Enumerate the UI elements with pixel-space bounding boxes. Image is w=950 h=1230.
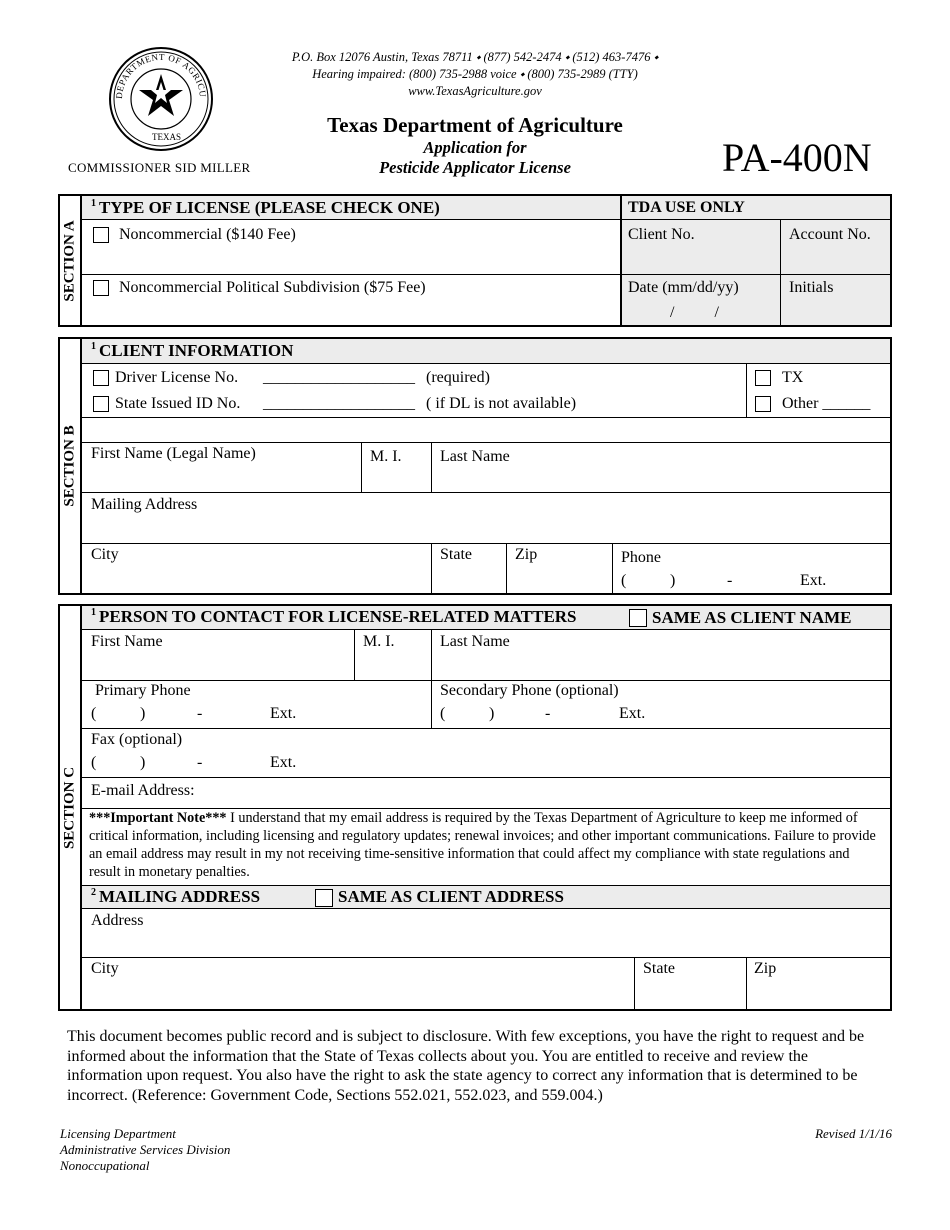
same-as-client-address-checkbox[interactable]: [315, 889, 333, 907]
commissioner-name: COMMISSIONER SID MILLER: [68, 160, 251, 175]
footer-line-2: Administrative Services Division: [60, 1142, 231, 1157]
client-mi-label: M. I.: [370, 448, 402, 465]
client-city-label: City: [91, 546, 119, 563]
section-c: [58, 604, 892, 1011]
same-as-client-name-checkbox[interactable]: [629, 609, 647, 627]
agency-name: Texas Department of Agriculture: [327, 113, 623, 137]
client-phone-dash: -: [727, 572, 733, 589]
client-mailing-address-label: Mailing Address: [91, 496, 198, 513]
footer-line-1: Licensing Department: [60, 1126, 176, 1141]
form-subtitle-1: Application for: [423, 138, 527, 157]
important-note-text: I understand that my email address is required by the Texas Department of Agriculture to keep me informed of critical information, including licensing and regulatory updates; renewal invoices; and other important communications. Failure to provide an email address may result in my not receiving time-sensitive information that could affect my compliance with state regulations and result in monetary penalties.: [89, 810, 876, 880]
footer-line-3: Nonoccupational: [60, 1158, 150, 1173]
secondary-phone-paren-close: ): [489, 705, 495, 722]
revision-date: Revised 1/1/16: [815, 1126, 892, 1141]
tda-use-only-title: TDA USE ONLY: [628, 199, 745, 216]
state-id-label: State Issued ID No.: [115, 395, 241, 412]
section-a-label-bar: [60, 196, 82, 325]
contact-line-1: P.O. Box 12076 Austin, Texas 78711 ⬩ (877) 542-2474 ⬩ (512) 463-7476 ⬩: [291, 50, 659, 64]
account-no-label: Account No.: [789, 226, 871, 243]
noncommercial-checkbox[interactable]: [93, 227, 109, 243]
mailing-address-title: [91, 888, 260, 906]
noncommercial-label: Noncommercial ($140 Fee): [119, 226, 296, 243]
date-label: Date (mm/dd/yy): [628, 279, 739, 296]
email-label: E-mail Address:: [91, 782, 195, 799]
form-subtitle-2: Pesticide Applicator License: [379, 158, 571, 177]
client-zip-label: Zip: [515, 546, 538, 563]
tx-checkbox[interactable]: [755, 370, 771, 386]
contact-person-title-text: PERSON TO CONTACT FOR LICENSE-RELATED MATTERS: [99, 607, 577, 626]
client-first-name-label: First Name (Legal Name): [91, 445, 256, 462]
contact-info: [240, 49, 710, 100]
state-id-checkbox[interactable]: [93, 396, 109, 412]
client-phone-paren-open: (: [621, 572, 627, 589]
public-record-disclosure: This document becomes public record and is subject to disclosure. With few exceptions, you have the right to request and be informed about the information that the State of Texas collects about you. You are entitled to receive and review the information upon request. You also have the right to ask the state agency to correct any information that is determined to be incorrect. (Reference: Government Code, Sections 552.021, 552.023, and 559.004.): [67, 1028, 865, 1104]
fax-ext: Ext.: [270, 754, 297, 771]
footer-department: [60, 1126, 230, 1174]
client-phone-paren-close: ): [670, 572, 676, 589]
contact-address-label: Address: [91, 912, 144, 929]
section-c-num2: 2: [91, 887, 96, 898]
contact-line-2: Hearing impaired: (800) 735-2988 voice ⬩ (800) 735-2989 (TTY): [312, 67, 638, 81]
important-note-heading: ***Important Note***: [89, 810, 227, 826]
client-state-label: State: [440, 546, 472, 563]
same-as-client-address-label: SAME AS CLIENT ADDRESS: [338, 887, 564, 906]
primary-phone-dash: -: [197, 705, 203, 722]
primary-phone-ext: Ext.: [270, 705, 297, 722]
client-phone-label: Phone: [621, 549, 661, 566]
fax-label: Fax (optional): [91, 731, 183, 748]
secondary-phone-label: Secondary Phone (optional): [440, 682, 619, 699]
agency-title-block: [250, 112, 700, 178]
fax-paren-open: (: [91, 754, 97, 771]
client-info-title-text: CLIENT INFORMATION: [99, 341, 294, 360]
secondary-phone-paren-open: (: [440, 705, 446, 722]
mailing-address-title-text: MAILING ADDRESS: [99, 887, 261, 906]
section-c-label-bar: [60, 606, 82, 1009]
contact-person-title: [91, 608, 577, 626]
political-subdivision-label: Noncommercial Political Subdivision ($75 Fee): [119, 279, 426, 296]
section-b-num: 1: [91, 341, 96, 352]
license-type-title-text: TYPE OF LICENSE (PLEASE CHECK ONE): [99, 198, 440, 217]
secondary-phone-ext: Ext.: [619, 705, 646, 722]
section-c-num: 1: [91, 607, 96, 618]
tda-seal-logo: [108, 46, 214, 152]
client-info-title: [91, 342, 293, 360]
section-c-label: SECTION C: [61, 766, 78, 849]
fax-paren-close: ): [140, 754, 146, 771]
date-slashes: / /: [670, 304, 719, 321]
section-b-label-bar: [60, 339, 82, 593]
contact-state-label: State: [643, 960, 675, 977]
svg-text:DEPARTMENT OF AGRICULTURE: DEPARTMENT OF AGRICU: [113, 51, 209, 100]
section-a-num: 1: [91, 198, 96, 209]
website: www.TexasAgriculture.gov: [408, 84, 542, 98]
section-a: [58, 194, 892, 327]
state-id-note: ( if DL is not available): [426, 395, 577, 412]
primary-phone-label: Primary Phone: [95, 682, 191, 699]
secondary-phone-dash: -: [545, 705, 551, 722]
contact-first-name-label: First Name: [91, 633, 163, 650]
other-state-label: Other ______: [782, 395, 871, 412]
contact-zip-label: Zip: [754, 960, 777, 977]
initials-label: Initials: [789, 279, 834, 296]
same-as-client-name-label: SAME AS CLIENT NAME: [652, 608, 852, 627]
section-b-label: SECTION B: [61, 425, 78, 507]
fax-dash: -: [197, 754, 203, 771]
form-number: PA-400N: [722, 135, 872, 180]
driver-license-input[interactable]: ___________________: [263, 369, 415, 386]
other-state-checkbox[interactable]: [755, 396, 771, 412]
client-phone-ext: Ext.: [800, 572, 827, 589]
state-id-input[interactable]: ___________________: [263, 395, 415, 412]
contact-mi-label: M. I.: [363, 633, 395, 650]
svg-text:TEXAS: TEXAS: [152, 132, 181, 142]
client-last-name-label: Last Name: [440, 448, 510, 465]
important-note: [89, 809, 879, 881]
contact-city-label: City: [91, 960, 119, 977]
primary-phone-paren-open: (: [91, 705, 97, 722]
license-type-title: [91, 199, 440, 217]
primary-phone-paren-close: ): [140, 705, 146, 722]
client-no-label: Client No.: [628, 226, 695, 243]
contact-last-name-label: Last Name: [440, 633, 510, 650]
section-a-label: SECTION A: [61, 219, 78, 302]
political-subdivision-checkbox[interactable]: [93, 280, 109, 296]
tx-label: TX: [782, 369, 804, 386]
driver-license-note: (required): [426, 369, 490, 386]
driver-license-label: Driver License No.: [115, 369, 239, 386]
section-b: [58, 337, 892, 595]
driver-license-checkbox[interactable]: [93, 370, 109, 386]
